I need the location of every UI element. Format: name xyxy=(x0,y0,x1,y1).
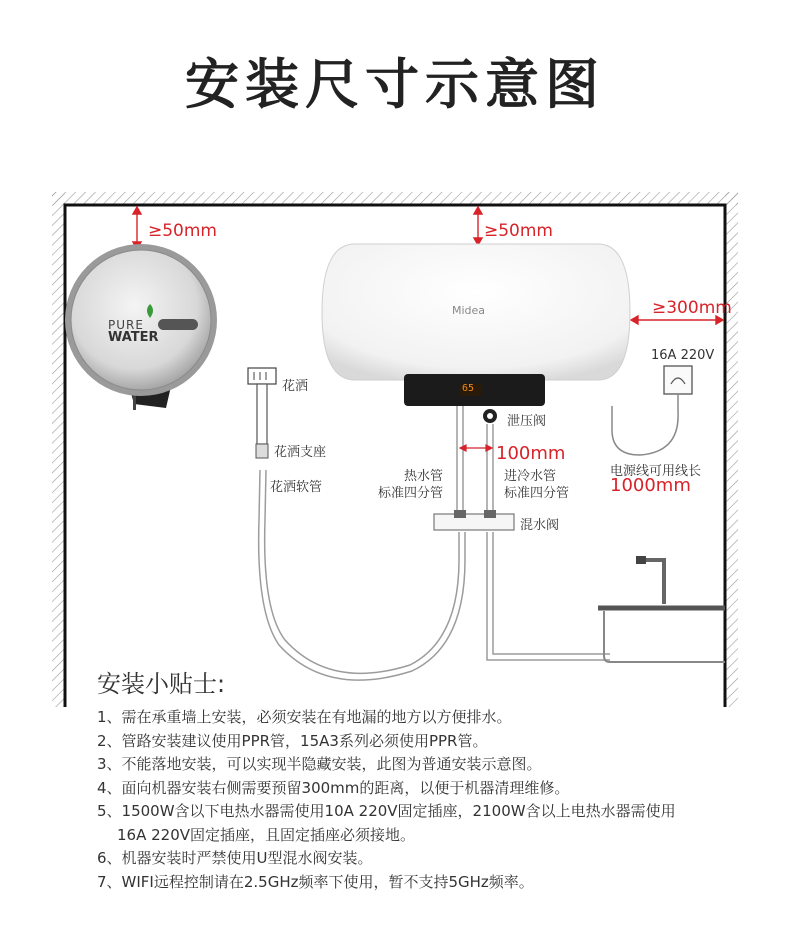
shower-holder-label: 花洒支座 xyxy=(274,445,327,460)
clearance-arrow-top xyxy=(474,207,482,245)
hot-pipe-label: 热水管 xyxy=(404,469,444,484)
relief-valve-label: 泄压阀 xyxy=(507,414,547,429)
clearance-arrow-left xyxy=(133,207,141,249)
tip-item: 2、管路安装建议使用PPR管，15A3系列必须使用PPR管。 xyxy=(97,731,488,750)
tips-heading: 安装小贴士: xyxy=(97,670,226,698)
shower-head xyxy=(248,368,276,458)
badge-water: WATER xyxy=(108,330,159,345)
mixing-valve xyxy=(434,510,514,530)
cold-pipe-spec-label: 标准四分管 xyxy=(504,486,570,501)
cold-pipe-label: 进冷水管 xyxy=(504,469,557,484)
tip-item: 1、需在承重墙上安装，必须安装在有地漏的地方以方便排水。 xyxy=(97,708,512,726)
tip-item: 6、机器安装时严禁使用U型混水阀安装。 xyxy=(97,849,373,867)
tip-item-continued: 16A 220V固定插座，且固定插座必须接地。 xyxy=(117,825,416,844)
badge-pure: PURE xyxy=(108,318,144,332)
relief-valve xyxy=(483,409,497,423)
socket xyxy=(612,366,692,455)
water-heater xyxy=(322,244,630,406)
shower-hose-label: 花洒软管 xyxy=(270,480,323,495)
clearance-label-top: ≥50mm xyxy=(484,221,553,241)
pipe-spacing-label: 100mm xyxy=(496,443,566,464)
tip-item: 5、1500W含以下电热水器需使用10A 220V固定插座，2100W含以上电热水器需使用 xyxy=(97,802,676,820)
display-temperature: 65 xyxy=(462,383,475,394)
cord-label: 电源线可用线长 xyxy=(610,464,702,479)
hot-pipe-spec-label: 标准四分管 xyxy=(378,486,444,501)
page-title: 安装尺寸示意图 xyxy=(185,53,605,116)
brand-logo: Midea xyxy=(452,304,486,317)
tip-item: 4、面向机器安装右侧需要预留300mm的距离，以便于机器清理维修。 xyxy=(97,778,570,797)
clearance-label-left: ≥50mm xyxy=(148,221,217,241)
socket-label: 16A 220V xyxy=(651,348,715,363)
sink xyxy=(598,556,725,662)
tips-list xyxy=(97,706,757,894)
shower-head-label: 花洒 xyxy=(282,379,309,394)
tip-item: 3、不能落地安装，可以实现半隐藏安装，此图为普通安装示意图。 xyxy=(97,755,542,773)
pipe-spacing-dim xyxy=(460,445,492,451)
cord-length: 1000mm xyxy=(610,475,691,496)
clearance-label-side: ≥300mm xyxy=(652,298,732,318)
mixing-valve-label: 混水阀 xyxy=(520,518,560,533)
tip-item: 7、WIFI远程控制请在2.5GHz频率下使用，暂不支持5GHz频率。 xyxy=(97,872,534,891)
